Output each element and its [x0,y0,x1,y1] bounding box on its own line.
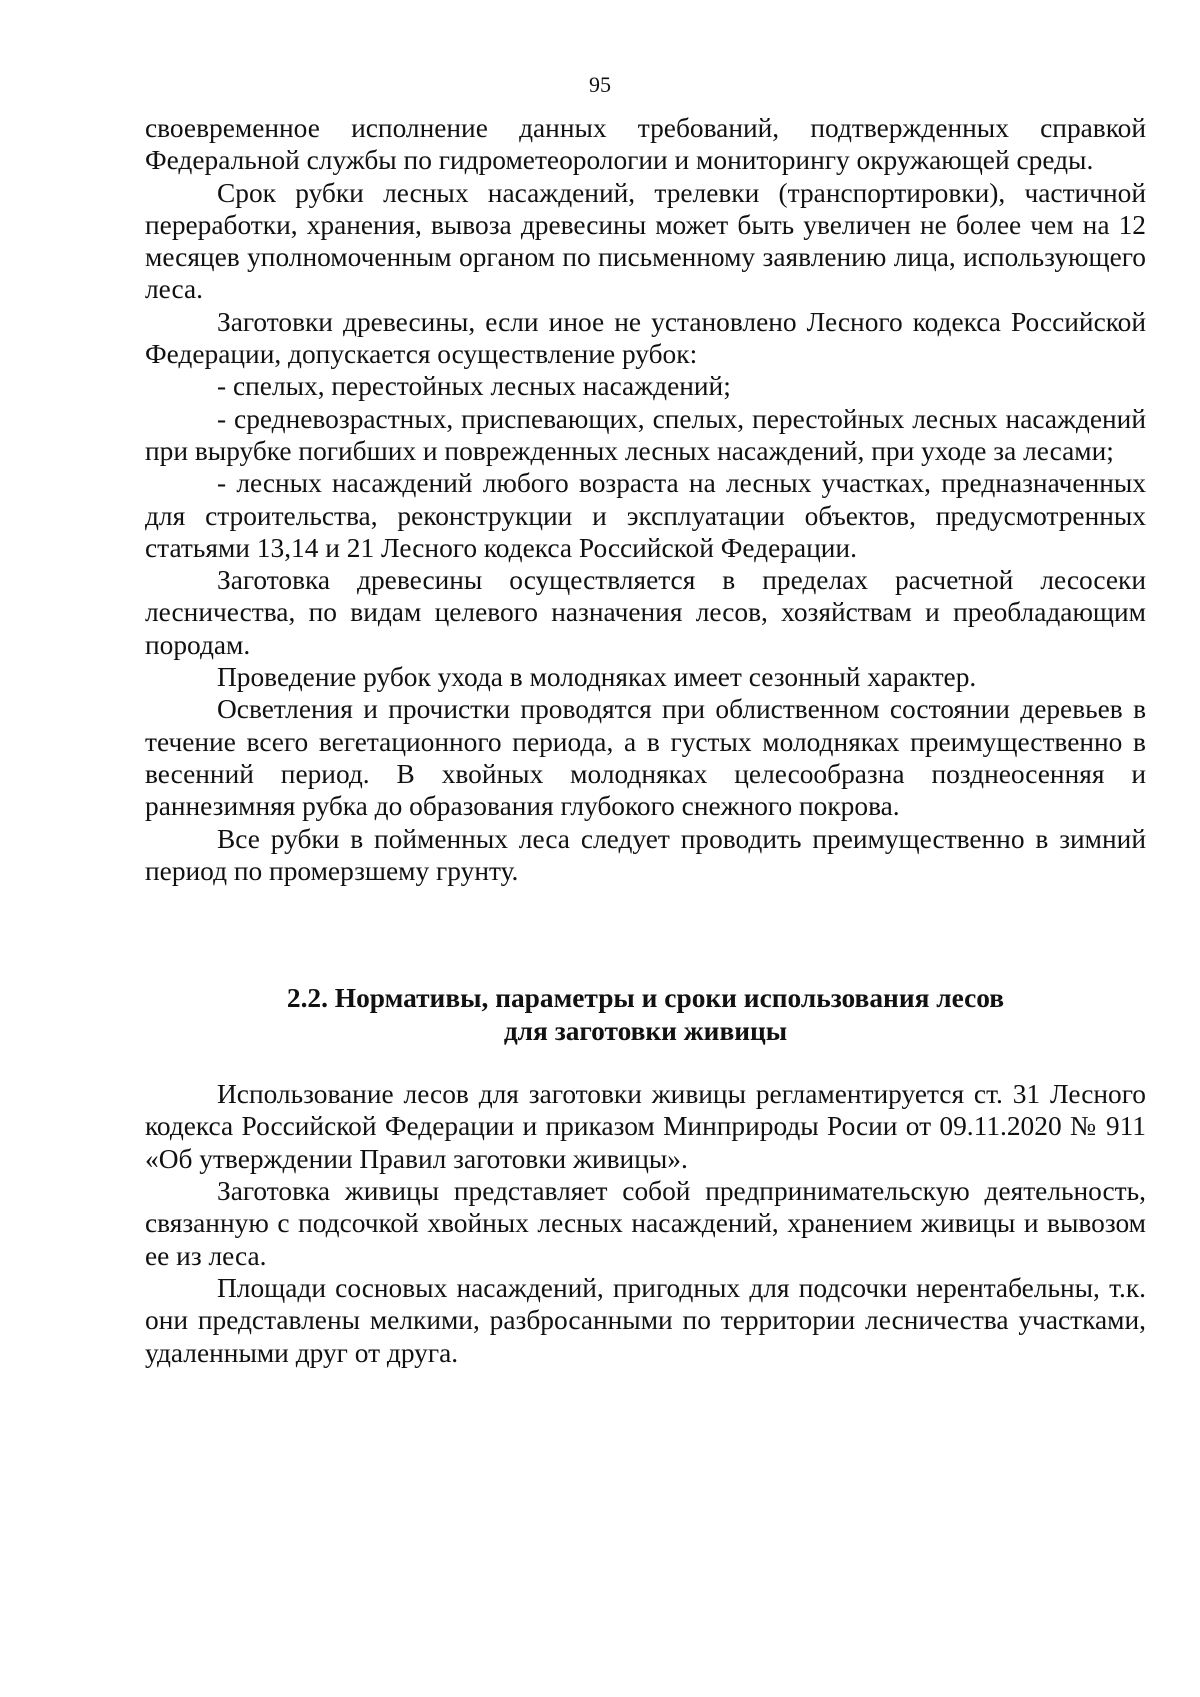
section-heading [145,982,1146,1048]
section-heading-line-1: 2.2. Нормативы, параметры и сроки использования лесов [286,983,1005,1014]
paragraph-resin-regulation: Использование лесов для заготовки живицы регламентируется ст. 31 Лесного кодекса Российской Федерации и приказом Минприроды Росии от 09.11.2020 № 911 «Об утверждении Правил заготовки живицы». [145,1079,1146,1174]
section-heading-line-2: для заготовки живицы [503,1016,788,1047]
paragraph-clearing: Осветления и прочистки проводятся при облиственном состоянии деревьев в течение всего вегетационного периода, а в густых молодняках преимущественно в весенний период. В хвойных молодняках целесообразна позднеосенняя и раннезимняя рубка до образования глубокого снежного покрова. [145,694,1146,822]
paragraph-continuation: своевременное исполнение данных требований, подтвержденных справкой Федеральной службы по гидрометеорологии и мониторингу окружающей среды. [145,113,1146,176]
paragraph-harvest-limits: Заготовка древесины осуществляется в пределах расчетной лесосеки лесничества, по видам целевого назначения лесов, хозяйствам и преобладающим породам. [145,565,1146,660]
paragraph-seasonal-thinning: Проведение рубок ухода в молодняках имеет сезонный характер. [217,662,977,693]
list-item-mature-stands: - спелых, перестойных лесных насаждений; [217,371,731,402]
paragraph-harvesting-permitted: Заготовки древесины, если иное не установлено Лесного кодекса Российской Федерации, допускается осуществление рубок: [145,306,1146,370]
list-item-middle-aged-stands: - средневозрастных, приспевающих, спелых, перестойных лесных насаждений при вырубке погибших и поврежденных лесных насаждений, при уходе за лесами; [145,403,1146,466]
page-number: 95 [589,72,611,97]
paragraph-resin-activity: Заготовка живицы представляет собой предпринимательскую деятельность, связанную с подсочкой хвойных лесных насаждений, хранением живицы и вывозом ее из леса. [145,1176,1146,1271]
list-item-any-age-stands: - лесных насаждений любого возраста на лесных участках, предназначенных для строительства, реконструкции и эксплуатации объектов, предусмотренных статьями 13,14 и 21 Лесного кодекса Российской Федерации. [145,468,1146,563]
paragraph-pine-areas: Площади сосновых насаждений, пригодных для подсочки нерентабельны, т.к. они представлены мелкими, разбросанными по территории лесничества участками, удаленными друг от друга. [145,1272,1146,1368]
paragraph-floodplain: Все рубки в пойменных леса следует проводить преимущественно в зимний период по промерзшему грунту. [145,823,1146,886]
paragraph-felling-term: Срок рубки лесных насаждений, трелевки (транспортировки), частичной переработки, хранения, вывоза древесины может быть увеличен не более чем на 12 месяцев уполномоченным органом по письменному заявлению лица, использующего леса. [145,177,1146,305]
document-body [145,112,1146,1369]
